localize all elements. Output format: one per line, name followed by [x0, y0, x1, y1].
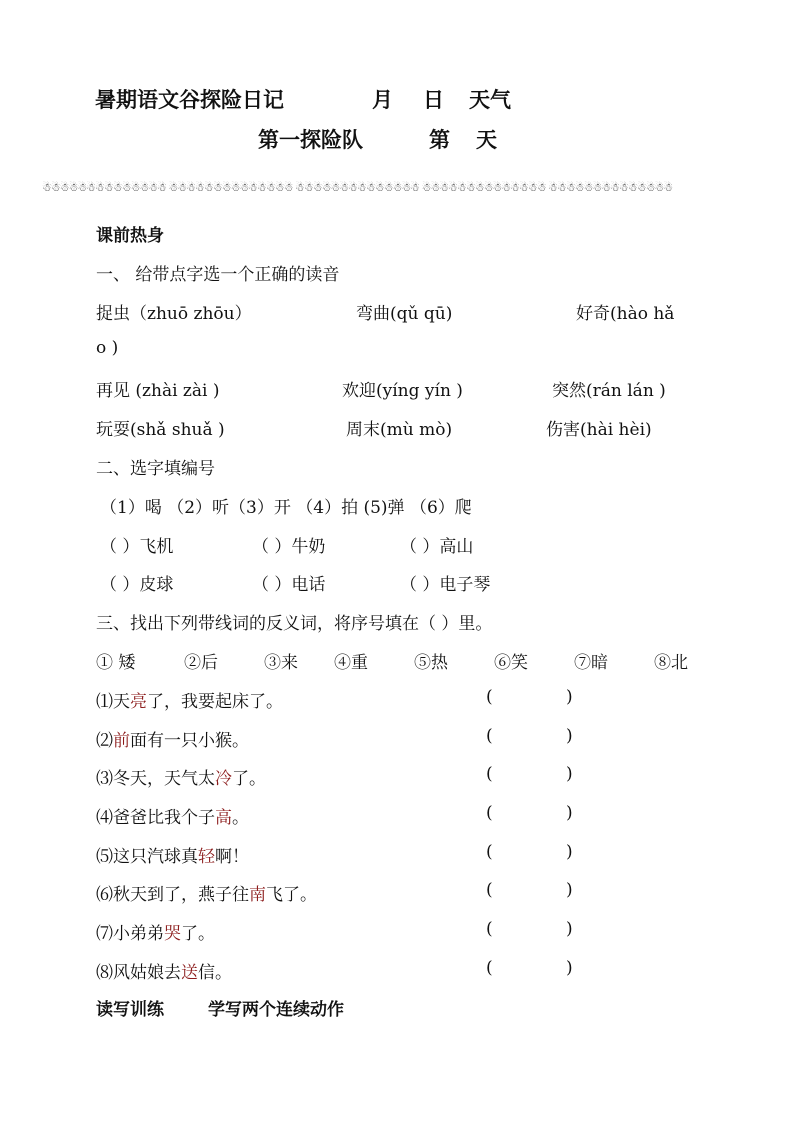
- pinyin-item: 欢迎(yíng yín ): [342, 381, 463, 401]
- section-subheading-reading: 学写两个连续动作: [208, 1000, 344, 1020]
- underlined-word: 轻: [198, 847, 215, 867]
- antonym-option: ⑦暗: [574, 653, 608, 673]
- section-heading-warmup: 课前热身: [96, 226, 164, 246]
- answer-blank-close: ): [566, 842, 573, 862]
- fill-blank-item: （ ）高山: [400, 537, 474, 557]
- pinyin-item: 弯曲(qǔ qū): [356, 304, 453, 324]
- day-number-suffix: 天: [476, 128, 497, 152]
- answer-blank-open: (: [486, 958, 493, 978]
- pinyin-item: 捉虫（zhuō zhōu）: [96, 304, 252, 324]
- antonym-option: ②后: [184, 653, 218, 673]
- sentence-item: ⑹秋天到了，燕子往南飞了。: [96, 885, 317, 905]
- underlined-word: 前: [113, 731, 130, 751]
- day-label: 日: [423, 88, 444, 112]
- answer-blank-close: ): [566, 687, 573, 707]
- fill-blank-item: （ ）电子琴: [400, 575, 491, 595]
- sentence-item: ⑷爸爸比我个子高。: [96, 808, 249, 828]
- sentence-item: ⑵前面有一只小猴。: [96, 731, 249, 751]
- answer-blank-open: (: [486, 919, 493, 939]
- weather-label: 天气: [469, 88, 511, 112]
- answer-blank-close: ): [566, 726, 573, 746]
- answer-blank-open: (: [486, 803, 493, 823]
- antonym-option: ⑧北: [654, 653, 688, 673]
- question-2-options: （1）喝 （2）听（3）开 （4）拍 (5)弹 （6）爬: [100, 498, 472, 518]
- answer-blank-close: ): [566, 958, 573, 978]
- antonym-option: ① 矮: [96, 653, 136, 673]
- answer-blank-close: ): [566, 803, 573, 823]
- answer-blank-open: (: [486, 726, 493, 746]
- sentence-item: ⑸这只汽球真轻啊！: [96, 847, 249, 867]
- answer-blank-open: (: [486, 764, 493, 784]
- fill-blank-item: （ ）电话: [252, 575, 326, 595]
- day-number-prefix: 第: [429, 128, 450, 152]
- answer-blank-close: ): [566, 764, 573, 784]
- month-label: 月: [372, 88, 393, 112]
- fill-blank-item: （ ）飞机: [100, 537, 174, 557]
- fill-blank-item: （ ）皮球: [100, 575, 174, 595]
- pinyin-item: 突然(rán lán ): [552, 381, 666, 401]
- underlined-word: 高: [215, 808, 232, 828]
- section-heading-reading: 读写训练: [96, 1000, 164, 1020]
- question-3-title: 三、找出下列带线词的反义词，将序号填在（ ）里。: [96, 614, 493, 634]
- answer-blank-close: ): [566, 919, 573, 939]
- antonym-option: ④重: [334, 653, 368, 673]
- sentence-item: ⑶冬天，天气太冷了。: [96, 769, 266, 789]
- answer-blank-close: ): [566, 880, 573, 900]
- answer-blank-open: (: [486, 880, 493, 900]
- sentence-item: ⑻风姑娘去送信。: [96, 963, 232, 983]
- antonym-option: ⑤热: [414, 653, 448, 673]
- pinyin-item: 伤害(hài hèi): [546, 420, 652, 440]
- pinyin-item: 玩耍(shǎ shuǎ ): [96, 420, 225, 440]
- fill-blank-item: （ ）牛奶: [252, 537, 326, 557]
- decorative-border: ☃☃☃☃☃☃☃☃☃☃☃☃☃☃ ☃☃☃☃☃☃☃☃☃☃☃☃☃☃ ☃☃☃☃☃☃☃☃☃☃☃☃☃☃ ☃☃☃☃☃☃☃☃☃☃☃☃☃☃ ☃☃☃☃☃☃☃☃☃☃☃☃☃☃: [42, 181, 673, 194]
- underlined-word: 冷: [215, 769, 232, 789]
- antonym-option: ③来: [264, 653, 298, 673]
- underlined-word: 哭: [164, 924, 181, 944]
- underlined-word: 南: [249, 885, 266, 905]
- sentence-item: ⑴天亮了，我要起床了。: [96, 692, 283, 712]
- underlined-word: 送: [181, 963, 198, 983]
- page-title: 暑期语文谷探险日记: [95, 88, 284, 112]
- sentence-item: ⑺小弟弟哭了。: [96, 924, 215, 944]
- pinyin-item: 再见 (zhài zài ): [96, 381, 220, 401]
- question-2-title: 二、选字填编号: [96, 459, 215, 479]
- pinyin-item: 周末(mù mò): [346, 420, 453, 440]
- question-1-title: 一、 给带点字选一个正确的读音: [96, 265, 340, 285]
- pinyin-item-continuation: o ): [96, 338, 119, 358]
- antonym-option: ⑥笑: [494, 653, 528, 673]
- team-name: 第一探险队: [258, 128, 363, 152]
- answer-blank-open: (: [486, 687, 493, 707]
- underlined-word: 亮: [130, 692, 147, 712]
- pinyin-item: 好奇(hào hǎ: [576, 304, 675, 324]
- answer-blank-open: (: [486, 842, 493, 862]
